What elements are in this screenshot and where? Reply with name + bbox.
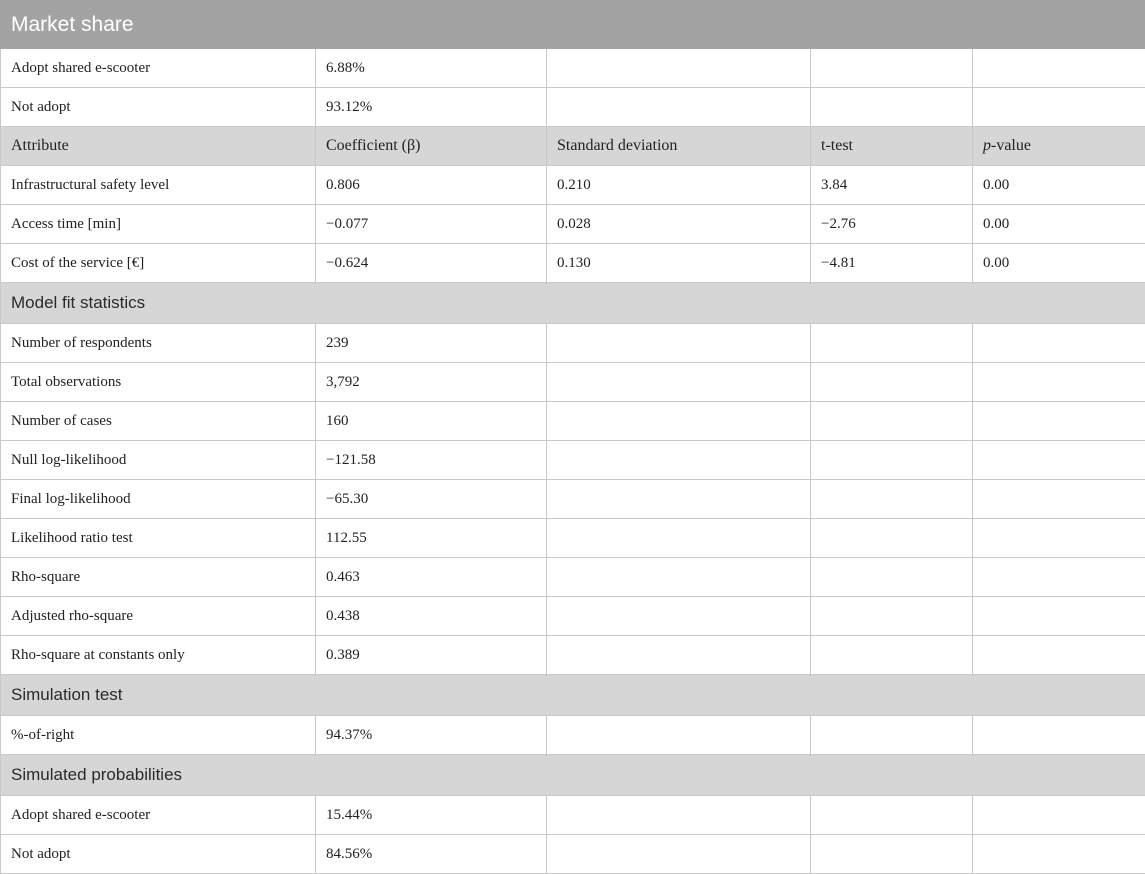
empty-cell bbox=[973, 480, 1145, 519]
row-label: Adjusted rho-square bbox=[1, 597, 316, 636]
empty-cell bbox=[811, 716, 973, 755]
attribute-label: Cost of the service [€] bbox=[1, 244, 316, 283]
empty-cell bbox=[547, 441, 811, 480]
empty-cell bbox=[547, 597, 811, 636]
empty-cell bbox=[547, 324, 811, 363]
empty-cell bbox=[973, 363, 1145, 402]
table-row bbox=[1, 166, 1145, 205]
row-value: 3,792 bbox=[316, 363, 547, 402]
empty-cell bbox=[973, 402, 1145, 441]
table-row bbox=[1, 636, 1145, 675]
ttest-value: −2.76 bbox=[811, 205, 973, 244]
row-value: 0.389 bbox=[316, 636, 547, 675]
empty-cell bbox=[547, 402, 811, 441]
empty-cell bbox=[973, 716, 1145, 755]
row-label: Likelihood ratio test bbox=[1, 519, 316, 558]
table-row bbox=[1, 716, 1145, 755]
row-value: −121.58 bbox=[316, 441, 547, 480]
coefficient-value: 0.806 bbox=[316, 166, 547, 205]
table-row bbox=[1, 558, 1145, 597]
empty-cell bbox=[973, 558, 1145, 597]
empty-cell bbox=[811, 480, 973, 519]
empty-cell bbox=[811, 441, 973, 480]
row-value: 15.44% bbox=[316, 796, 547, 835]
coefficient-value: −0.624 bbox=[316, 244, 547, 283]
ttest-value: −4.81 bbox=[811, 244, 973, 283]
row-value: 112.55 bbox=[316, 519, 547, 558]
empty-cell bbox=[973, 597, 1145, 636]
coefficient-value: −0.077 bbox=[316, 205, 547, 244]
table-row bbox=[1, 244, 1145, 283]
table-row bbox=[1, 205, 1145, 244]
row-label: Null log-likelihood bbox=[1, 441, 316, 480]
table-row bbox=[1, 519, 1145, 558]
table-row bbox=[1, 835, 1145, 874]
model-fit-header-row bbox=[1, 283, 1145, 324]
row-label: Total observations bbox=[1, 363, 316, 402]
row-label: Adopt shared e-scooter bbox=[1, 49, 316, 88]
empty-cell bbox=[973, 796, 1145, 835]
empty-cell bbox=[547, 835, 811, 874]
pvalue-italic-p: p bbox=[983, 137, 991, 154]
table-row bbox=[1, 49, 1145, 88]
empty-cell bbox=[547, 716, 811, 755]
row-label: Not adopt bbox=[1, 88, 316, 127]
empty-cell bbox=[811, 796, 973, 835]
std-value: 0.130 bbox=[547, 244, 811, 283]
empty-cell bbox=[973, 835, 1145, 874]
table-row bbox=[1, 480, 1145, 519]
row-label: Number of respondents bbox=[1, 324, 316, 363]
column-header-coefficient: Coefficient (β) bbox=[316, 127, 547, 166]
row-value: 0.438 bbox=[316, 597, 547, 636]
row-label: Not adopt bbox=[1, 835, 316, 874]
column-header-std: Standard deviation bbox=[547, 127, 811, 166]
empty-cell bbox=[547, 796, 811, 835]
table-row bbox=[1, 597, 1145, 636]
table-row bbox=[1, 363, 1145, 402]
empty-cell bbox=[547, 636, 811, 675]
empty-cell bbox=[811, 49, 973, 88]
empty-cell bbox=[973, 519, 1145, 558]
attribute-header-row bbox=[1, 127, 1145, 166]
market-share-header-row bbox=[1, 1, 1145, 49]
empty-cell bbox=[547, 480, 811, 519]
column-header-attribute: Attribute bbox=[1, 127, 316, 166]
simulated-probabilities-title: Simulated probabilities bbox=[1, 755, 1145, 796]
table-row bbox=[1, 441, 1145, 480]
empty-cell bbox=[973, 636, 1145, 675]
table-row bbox=[1, 324, 1145, 363]
row-label: Final log-likelihood bbox=[1, 480, 316, 519]
empty-cell bbox=[973, 324, 1145, 363]
pvalue-value: 0.00 bbox=[973, 205, 1145, 244]
row-value: 160 bbox=[316, 402, 547, 441]
empty-cell bbox=[811, 835, 973, 874]
simulation-test-title: Simulation test bbox=[1, 675, 1145, 716]
row-value: −65.30 bbox=[316, 480, 547, 519]
attribute-label: Access time [min] bbox=[1, 205, 316, 244]
empty-cell bbox=[547, 519, 811, 558]
empty-cell bbox=[811, 88, 973, 127]
empty-cell bbox=[811, 636, 973, 675]
table-row bbox=[1, 88, 1145, 127]
row-value: 84.56% bbox=[316, 835, 547, 874]
column-header-ttest: t-test bbox=[811, 127, 973, 166]
empty-cell bbox=[547, 363, 811, 402]
pvalue-value: 0.00 bbox=[973, 166, 1145, 205]
empty-cell bbox=[973, 49, 1145, 88]
empty-cell bbox=[811, 363, 973, 402]
row-label: Rho-square bbox=[1, 558, 316, 597]
ttest-value: 3.84 bbox=[811, 166, 973, 205]
model-fit-title: Model fit statistics bbox=[1, 283, 1145, 324]
empty-cell bbox=[973, 88, 1145, 127]
empty-cell bbox=[547, 88, 811, 127]
market-share-title: Market share bbox=[1, 1, 1145, 49]
row-label: Adopt shared e-scooter bbox=[1, 796, 316, 835]
empty-cell bbox=[811, 519, 973, 558]
empty-cell bbox=[547, 49, 811, 88]
column-header-pvalue bbox=[973, 127, 1145, 166]
empty-cell bbox=[811, 558, 973, 597]
row-label: %-of-right bbox=[1, 716, 316, 755]
empty-cell bbox=[547, 558, 811, 597]
simulation-test-header-row bbox=[1, 675, 1145, 716]
simulated-probabilities-header-row bbox=[1, 755, 1145, 796]
attribute-label: Infrastructural safety level bbox=[1, 166, 316, 205]
empty-cell bbox=[811, 402, 973, 441]
std-value: 0.210 bbox=[547, 166, 811, 205]
row-value: 93.12% bbox=[316, 88, 547, 127]
row-value: 6.88% bbox=[316, 49, 547, 88]
row-value: 239 bbox=[316, 324, 547, 363]
std-value: 0.028 bbox=[547, 205, 811, 244]
empty-cell bbox=[973, 441, 1145, 480]
row-value: 94.37% bbox=[316, 716, 547, 755]
table-row bbox=[1, 402, 1145, 441]
table-row bbox=[1, 796, 1145, 835]
pvalue-value: 0.00 bbox=[973, 244, 1145, 283]
empty-cell bbox=[811, 324, 973, 363]
empty-cell bbox=[811, 597, 973, 636]
row-value: 0.463 bbox=[316, 558, 547, 597]
row-label: Number of cases bbox=[1, 402, 316, 441]
pvalue-suffix: -value bbox=[991, 137, 1031, 154]
row-label: Rho-square at constants only bbox=[1, 636, 316, 675]
